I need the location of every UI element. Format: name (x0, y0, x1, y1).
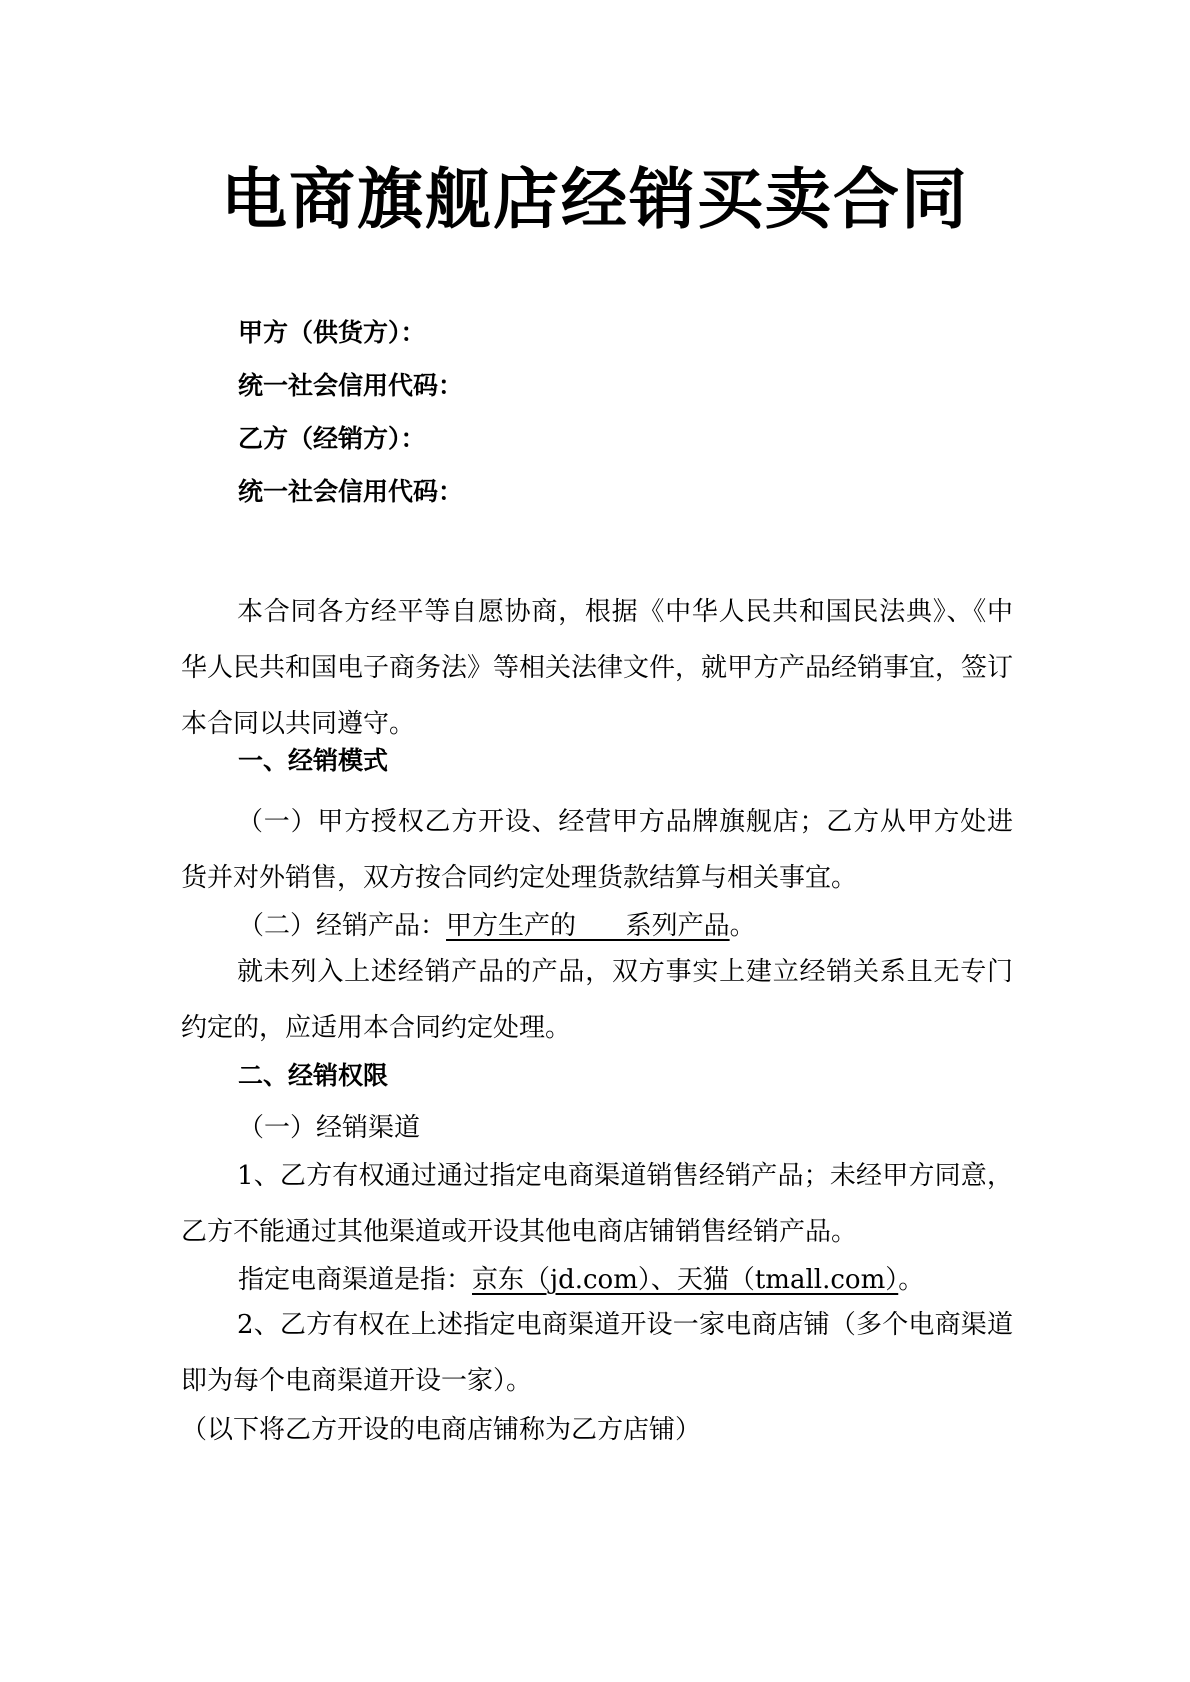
section2-sub1: （一）经销渠道 (238, 1113, 421, 1143)
designated-channels-value: 京东（jd.com）、天猫（tmall.com） (472, 1265, 899, 1295)
section2-note: （以下将乙方开设的电商店铺称为乙方店铺） (181, 1415, 702, 1445)
party-a-label: 甲方（供货方）： (238, 318, 426, 347)
designated-channels-prefix: 指定电商渠道是指： (238, 1265, 473, 1295)
section1-item2 (238, 908, 756, 944)
designated-channels (238, 1262, 924, 1298)
party-b-label: 乙方（经销方）： (238, 424, 426, 453)
section1-note: 就未列入上述经销产品的产品，双方事实上建立经销关系且无专门约定的，应适用本合同约定处理。 (181, 957, 1013, 1043)
product-series-field: 甲方生产的 系列产品 (446, 911, 730, 941)
section1-item1: （一）甲方授权乙方开设、经营甲方品牌旗舰店；乙方从甲方处进货并对外销售，双方按合同约定处理货款结算与相关事宜。 (181, 807, 1013, 893)
section1-item2-suffix: 。 (729, 911, 756, 941)
section2-clause2: 2、乙方有权在上述指定电商渠道开设一家电商店铺（多个电商渠道即为每个电商渠道开设一家）。 (181, 1310, 1013, 1396)
preamble-paragraph: 本合同各方经平等自愿协商，根据《中华人民共和国民法典》、《中华人民共和国电子商务法》等相关法律文件，就甲方产品经销事宜，签订本合同以共同遵守。 (181, 597, 1014, 739)
section2-clause1: 1、乙方有权通过通过指定电商渠道销售经销产品；未经甲方同意，乙方不能通过其他渠道或开设其他电商店铺销售经销产品。 (181, 1161, 1013, 1247)
section2-heading: 二、经销权限 (238, 1061, 389, 1090)
section1-item2-prefix: （二）经销产品： (238, 911, 447, 941)
party-a-credit-code-label: 统一社会信用代码： (238, 371, 464, 400)
party-b-credit-code-label: 统一社会信用代码： (238, 477, 464, 506)
document-title: 电商旗舰店经销买卖合同 (221, 161, 969, 238)
section1-heading: 一、经销模式 (238, 746, 389, 775)
designated-channels-suffix: 。 (898, 1265, 925, 1295)
